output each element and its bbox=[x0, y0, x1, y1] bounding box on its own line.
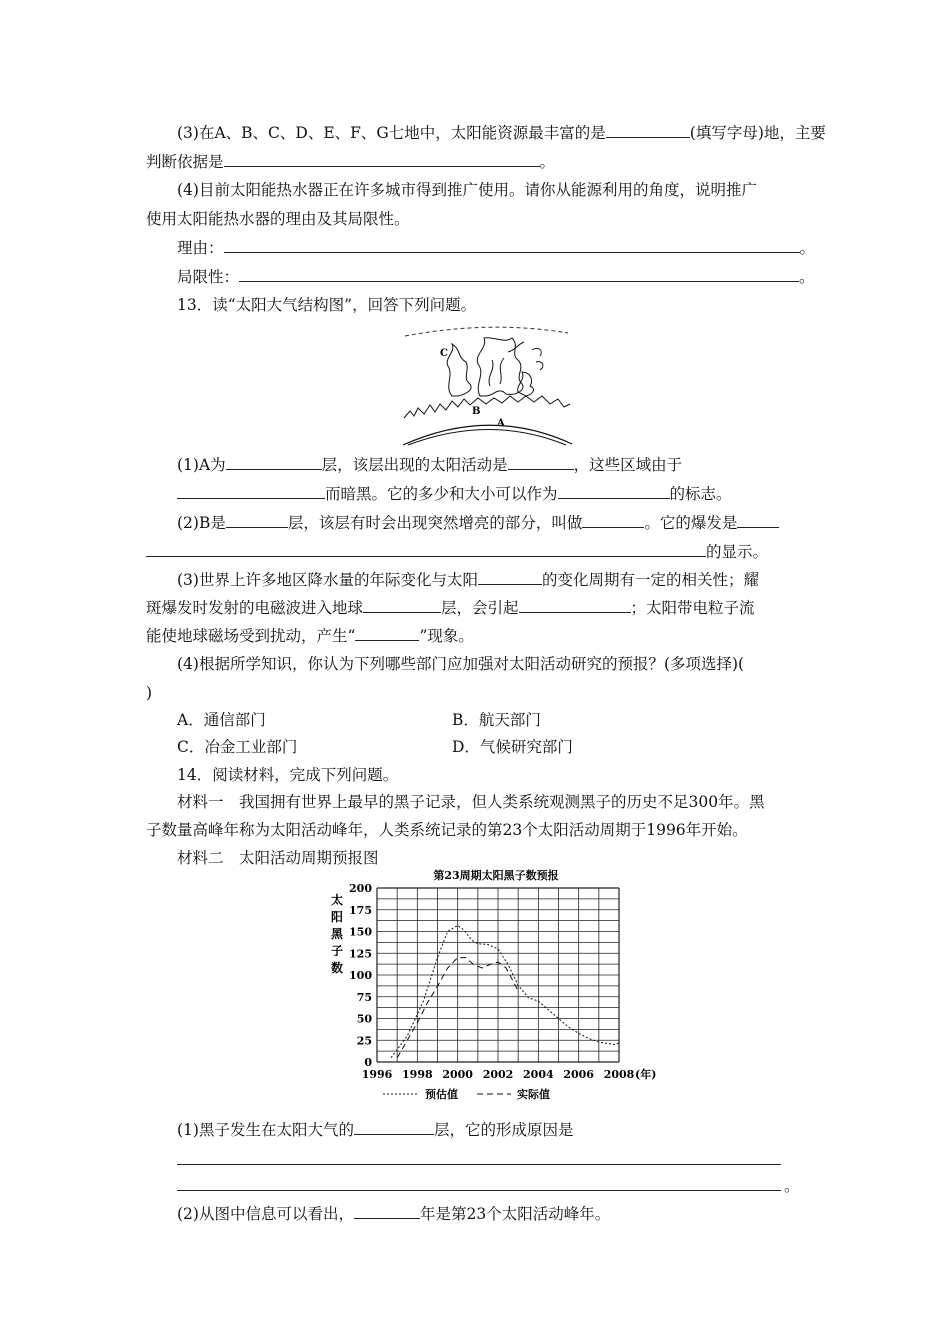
label-c: C bbox=[440, 348, 448, 359]
q12-p3-text-b: (填写字母)地，主要 bbox=[689, 124, 826, 142]
q13-p4-text-b: ) bbox=[146, 684, 153, 702]
y-tick-label: 25 bbox=[356, 1034, 372, 1048]
q14-title-text: 14．阅读材料，完成下列问题。 bbox=[177, 766, 399, 784]
q13-part3-line3 bbox=[146, 625, 474, 646]
material1-text-a: 材料一 我国拥有世界上最早的黑子记录，但人类系统观测黑子的历史不足300年。黑 bbox=[177, 793, 765, 811]
prominence-left bbox=[447, 344, 471, 396]
y-axis-label-char: 太 bbox=[330, 893, 344, 907]
q13-p2-text-b: 层，该层有时会出现突然增亮的部分，叫做 bbox=[287, 514, 583, 532]
answer-blank[interactable] bbox=[478, 569, 542, 585]
x-tick-label: 2000 bbox=[442, 1068, 473, 1081]
q13-part2-line2 bbox=[146, 541, 768, 562]
q14-material2-title bbox=[177, 848, 379, 868]
q13-p1-text-d: 而暗黑。它的多少和大小可以作为 bbox=[325, 485, 558, 503]
y-tick-label: 175 bbox=[349, 903, 372, 917]
q12-p3-text-c: 判断依据是 bbox=[146, 153, 224, 171]
q13-title bbox=[177, 295, 476, 315]
x-tick-label: 2006 bbox=[563, 1068, 594, 1081]
answer-blank[interactable] bbox=[558, 483, 670, 499]
answer-blank[interactable] bbox=[224, 237, 800, 253]
q13-title-text: 13．读“太阳大气结构图”，回答下列问题。 bbox=[177, 296, 477, 314]
legend-forecast-label: 预估值 bbox=[425, 1088, 458, 1101]
y-tick-label: 50 bbox=[356, 1012, 372, 1026]
q12-p4-text-b: 使用太阳能热水器的理由及其局限性。 bbox=[146, 210, 410, 228]
q13-p2-text-d: 的显示。 bbox=[706, 543, 769, 561]
x-tick-label: 2002 bbox=[482, 1068, 514, 1081]
y-tick-label: 125 bbox=[349, 947, 372, 961]
q14-title bbox=[177, 765, 398, 785]
y-axis-label-char: 黑 bbox=[330, 927, 344, 941]
period: 。 bbox=[799, 239, 816, 257]
q14-p1-text-a: (1)黑子发生在太阳大气的 bbox=[177, 1121, 354, 1139]
q13-p1-text-c: ，这些区域由于 bbox=[573, 456, 683, 474]
q13-p3-text-c: 斑爆发时发射的电磁波进入地球 bbox=[146, 599, 364, 617]
option-d-label: D．气候研究部门 bbox=[452, 738, 573, 756]
prominence-wisp bbox=[532, 348, 543, 370]
q13-part1-line1 bbox=[177, 454, 682, 475]
option-d[interactable] bbox=[452, 737, 573, 757]
q14-material1-line1 bbox=[177, 792, 765, 812]
y-tick-label: 75 bbox=[356, 990, 372, 1004]
answer-blank[interactable] bbox=[224, 151, 540, 167]
q12-part4-line2 bbox=[146, 209, 410, 229]
q12-reason-line bbox=[177, 237, 815, 258]
chart-series bbox=[391, 925, 619, 1057]
answer-blank[interactable] bbox=[363, 597, 441, 613]
q14-p2-text-b: 年是第23个太阳活动峰年。 bbox=[419, 1205, 611, 1223]
answer-line[interactable] bbox=[177, 1190, 781, 1191]
answer-blank[interactable] bbox=[606, 122, 690, 138]
sunspot-forecast-chart bbox=[325, 866, 670, 1106]
q13-p3-text-d: 层，会引起 bbox=[441, 599, 519, 617]
photosphere-outer-arc bbox=[403, 425, 572, 445]
period: 。 bbox=[799, 268, 815, 286]
q13-part2-line1 bbox=[177, 512, 779, 533]
q12-p3-text-d: 。 bbox=[539, 153, 556, 171]
option-b-label: B．航天部门 bbox=[452, 711, 541, 729]
chart-y-axis-label bbox=[331, 892, 344, 975]
y-tick-label: 150 bbox=[349, 925, 372, 939]
answer-blank[interactable] bbox=[582, 512, 644, 528]
answer-blank[interactable] bbox=[146, 541, 706, 557]
answer-blank[interactable] bbox=[239, 266, 799, 282]
q12-p4-text-a: (4)目前太阳能热水器正在许多城市得到推广使用。请你从能源利用的角度，说明推广 bbox=[177, 181, 757, 199]
prominence-right bbox=[518, 372, 534, 396]
option-b[interactable] bbox=[452, 710, 541, 730]
answer-blank[interactable] bbox=[355, 625, 419, 641]
prominence-detail bbox=[489, 342, 524, 386]
corona-outer-boundary bbox=[405, 327, 568, 336]
q13-p3-text-g: ”现象。 bbox=[419, 627, 474, 645]
q12-part3-line2 bbox=[146, 151, 555, 172]
chart-title: 第23周期太阳黑子数预报 bbox=[433, 869, 559, 882]
q14-p1-text-b: 层，它的形成原因是 bbox=[433, 1121, 574, 1139]
y-tick-label: 200 bbox=[349, 882, 372, 895]
q12-part4-line1 bbox=[177, 180, 757, 200]
q14-material1-line2 bbox=[146, 820, 748, 840]
y-axis-label-char: 阳 bbox=[330, 910, 344, 924]
y-tick-label: 0 bbox=[364, 1056, 372, 1069]
series-forecast-line bbox=[391, 925, 619, 1057]
q13-p1-text-b: 层，该层出现的太阳活动是 bbox=[321, 456, 508, 474]
solar-atmosphere-diagram bbox=[400, 326, 580, 448]
x-tick-label: 1996 bbox=[361, 1068, 393, 1081]
limitation-label: 局限性： bbox=[177, 268, 240, 286]
q13-part4-line1 bbox=[177, 654, 744, 674]
x-axis-unit: (年) bbox=[635, 1068, 657, 1081]
answer-blank[interactable] bbox=[226, 512, 288, 528]
answer-blank[interactable] bbox=[519, 597, 631, 613]
x-tick-label: 1998 bbox=[402, 1068, 433, 1081]
answer-blank[interactable] bbox=[737, 512, 779, 528]
period: 。 bbox=[784, 1177, 800, 1195]
answer-blank[interactable] bbox=[177, 483, 325, 499]
y-tick-label: 100 bbox=[349, 969, 372, 982]
q13-p1-text-e: 的标志。 bbox=[669, 485, 732, 503]
reason-label: 理由： bbox=[177, 239, 224, 257]
option-a-label: A．通信部门 bbox=[177, 711, 266, 729]
q14-part1-line1 bbox=[177, 1119, 573, 1140]
chart-legend bbox=[383, 1087, 550, 1101]
option-a[interactable] bbox=[177, 710, 266, 730]
photosphere-inner-arc bbox=[408, 430, 566, 446]
option-c-label: C．冶金工业部门 bbox=[177, 738, 298, 756]
q13-p1-text-a: (1)A为 bbox=[177, 456, 226, 474]
q13-part3-line2 bbox=[146, 597, 755, 618]
material2-text: 材料二 太阳活动周期预报图 bbox=[177, 849, 379, 867]
q14-p2-text-a: (2)从图中信息可以看出， bbox=[177, 1205, 354, 1223]
q12-p3-text-a: (3)在A、B、C、D、E、F、G七地中，太阳能资源最丰富的是 bbox=[177, 124, 606, 142]
material1-text-b: 子数量高峰年称为太阳活动峰年，人类系统记录的第23个太阳活动周期于1996年开始。 bbox=[146, 821, 748, 839]
q12-part3-line1 bbox=[177, 122, 826, 143]
q13-part3-line1 bbox=[177, 569, 759, 590]
q13-p3-text-b: 的变化周期有一定的相关性；耀 bbox=[541, 571, 759, 589]
x-tick-label: 2008 bbox=[603, 1068, 635, 1081]
y-axis-label-char: 子 bbox=[330, 944, 344, 958]
q13-p3-text-f: 能使地球磁场受到扰动，产生“ bbox=[146, 627, 356, 645]
y-axis-label-char: 数 bbox=[330, 961, 344, 975]
answer-blank[interactable] bbox=[354, 1119, 434, 1135]
x-tick-label: 2004 bbox=[523, 1068, 554, 1081]
q13-p2-text-c: 。它的爆发是 bbox=[644, 514, 738, 532]
answer-blank[interactable] bbox=[508, 454, 574, 470]
q13-p3-text-e: ；太阳带电粒子流 bbox=[630, 599, 755, 617]
legend-actual-label: 实际值 bbox=[517, 1088, 550, 1101]
q14-part2-line bbox=[177, 1203, 610, 1224]
q13-p4-text-a: (4)根据所学知识，你认为下列哪些部门应加强对太阳活动研究的预报？(多项选择)( bbox=[177, 655, 745, 673]
label-b: B bbox=[472, 406, 481, 417]
label-a: A bbox=[497, 418, 505, 429]
answer-blank[interactable] bbox=[226, 454, 322, 470]
q13-p2-text-a: (2)B是 bbox=[177, 514, 226, 532]
chromosphere-edge bbox=[404, 396, 570, 418]
q14-p1-end bbox=[784, 1176, 800, 1196]
answer-line[interactable] bbox=[177, 1164, 781, 1165]
q12-limit-line bbox=[177, 266, 815, 287]
answer-blank[interactable] bbox=[354, 1203, 420, 1219]
option-c[interactable] bbox=[177, 737, 297, 757]
q13-p3-text-a: (3)世界上许多地区降水量的年际变化与太阳 bbox=[177, 571, 478, 589]
q13-part4-line2 bbox=[146, 683, 152, 703]
q13-part1-line2 bbox=[177, 483, 732, 504]
